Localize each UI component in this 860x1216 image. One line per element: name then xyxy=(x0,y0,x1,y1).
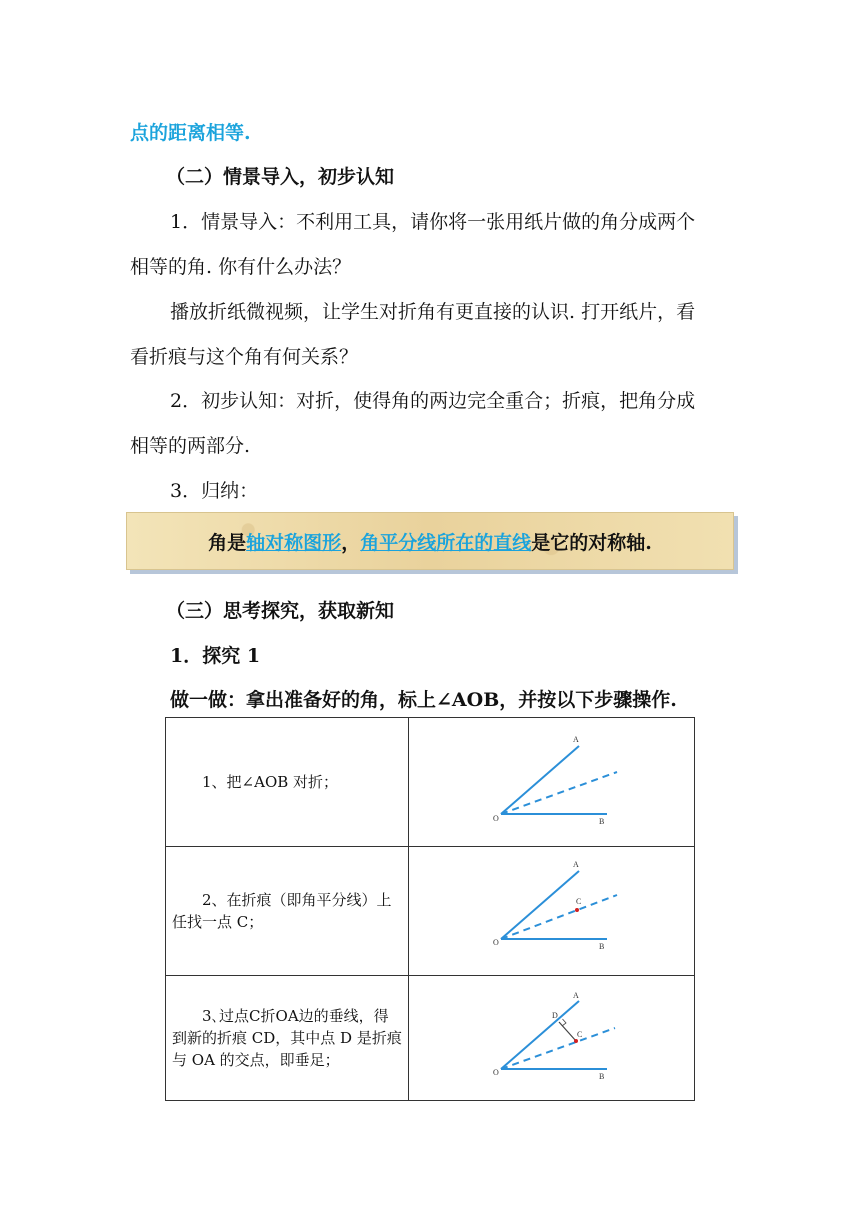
table-row xyxy=(166,718,695,847)
step-figure xyxy=(409,718,695,847)
step-text: 1、把∠AOB 对折； xyxy=(166,718,409,847)
fold-crease xyxy=(501,1028,615,1069)
step-figure xyxy=(409,847,695,976)
paragraph-line: 看折痕与这个角有何关系？ xyxy=(130,346,359,368)
summary-box xyxy=(126,512,734,570)
label-o: O xyxy=(493,938,499,947)
step-figure xyxy=(409,976,695,1101)
table-row xyxy=(166,847,695,976)
link-angle-bisector-line[interactable]: 角平分线所在的直线 xyxy=(360,531,532,554)
ray-oa xyxy=(501,1001,579,1069)
paragraph-line: 相等的两部分. xyxy=(130,435,251,457)
ray-oa xyxy=(501,746,579,814)
section-heading-3: （三）思考探究，获取新知 xyxy=(166,600,395,622)
label-b: B xyxy=(599,817,605,826)
right-angle-mark xyxy=(562,1019,566,1026)
paragraph-line: 相等的角. 你有什么办法？ xyxy=(130,256,352,278)
ray-oa xyxy=(501,871,582,939)
fold-crease xyxy=(501,895,617,939)
label-c: C xyxy=(576,897,582,906)
label-o: O xyxy=(493,814,499,823)
fold-crease xyxy=(501,772,617,814)
summary-text: 是它的对称轴. xyxy=(531,531,652,554)
bisector-point-diagram xyxy=(409,847,694,971)
summary-text: ， xyxy=(341,531,361,554)
paragraph-line: 播放折纸微视频，让学生对折角有更直接的认识. 打开纸片，看 xyxy=(170,301,696,323)
steps-table xyxy=(165,717,695,1101)
label-b: B xyxy=(599,1072,605,1081)
label-o: O xyxy=(493,1068,499,1077)
segment-cd xyxy=(559,1022,576,1041)
label-b: B xyxy=(599,942,605,951)
summary-text: 角是 xyxy=(208,531,247,554)
perpendicular-diagram xyxy=(409,981,694,1091)
label-d: D xyxy=(552,1011,558,1020)
instruction-text: 做一做：拿出准备好的角，标上∠AOB，并按以下步骤操作. xyxy=(170,689,677,711)
label-a: A xyxy=(573,860,579,869)
label-a: A xyxy=(573,991,579,1000)
point-c xyxy=(574,1039,578,1043)
paragraph-line: 1．情景导入：不利用工具，请你将一张用纸片做的角分成两个 xyxy=(170,211,696,233)
fold-angle-diagram xyxy=(409,718,694,842)
link-axisymmetric-figure[interactable]: 轴对称图形 xyxy=(246,531,342,554)
paragraph-line: 2．初步认知：对折，使得角的两边完全重合；折痕，把角分成 xyxy=(170,390,696,412)
label-c: C xyxy=(577,1030,583,1039)
paragraph-line: 3．归纳： xyxy=(170,480,259,502)
point-c xyxy=(575,908,579,912)
table-row xyxy=(166,976,695,1101)
step-text: 3､过点C折OA边的垂线，得到新的折痕 CD，其中点 D 是折痕与 OA 的交点，即垂足； xyxy=(166,976,409,1101)
paragraph-conclusion: 点的距离相等. xyxy=(130,122,251,144)
subheading-explore-1: 1．探究 1 xyxy=(170,645,261,667)
step-text: 2、在折痕（即角平分线）上任找一点 C； xyxy=(166,847,409,976)
label-a: A xyxy=(573,735,579,744)
section-heading-2: （二）情景导入，初步认知 xyxy=(166,166,395,188)
